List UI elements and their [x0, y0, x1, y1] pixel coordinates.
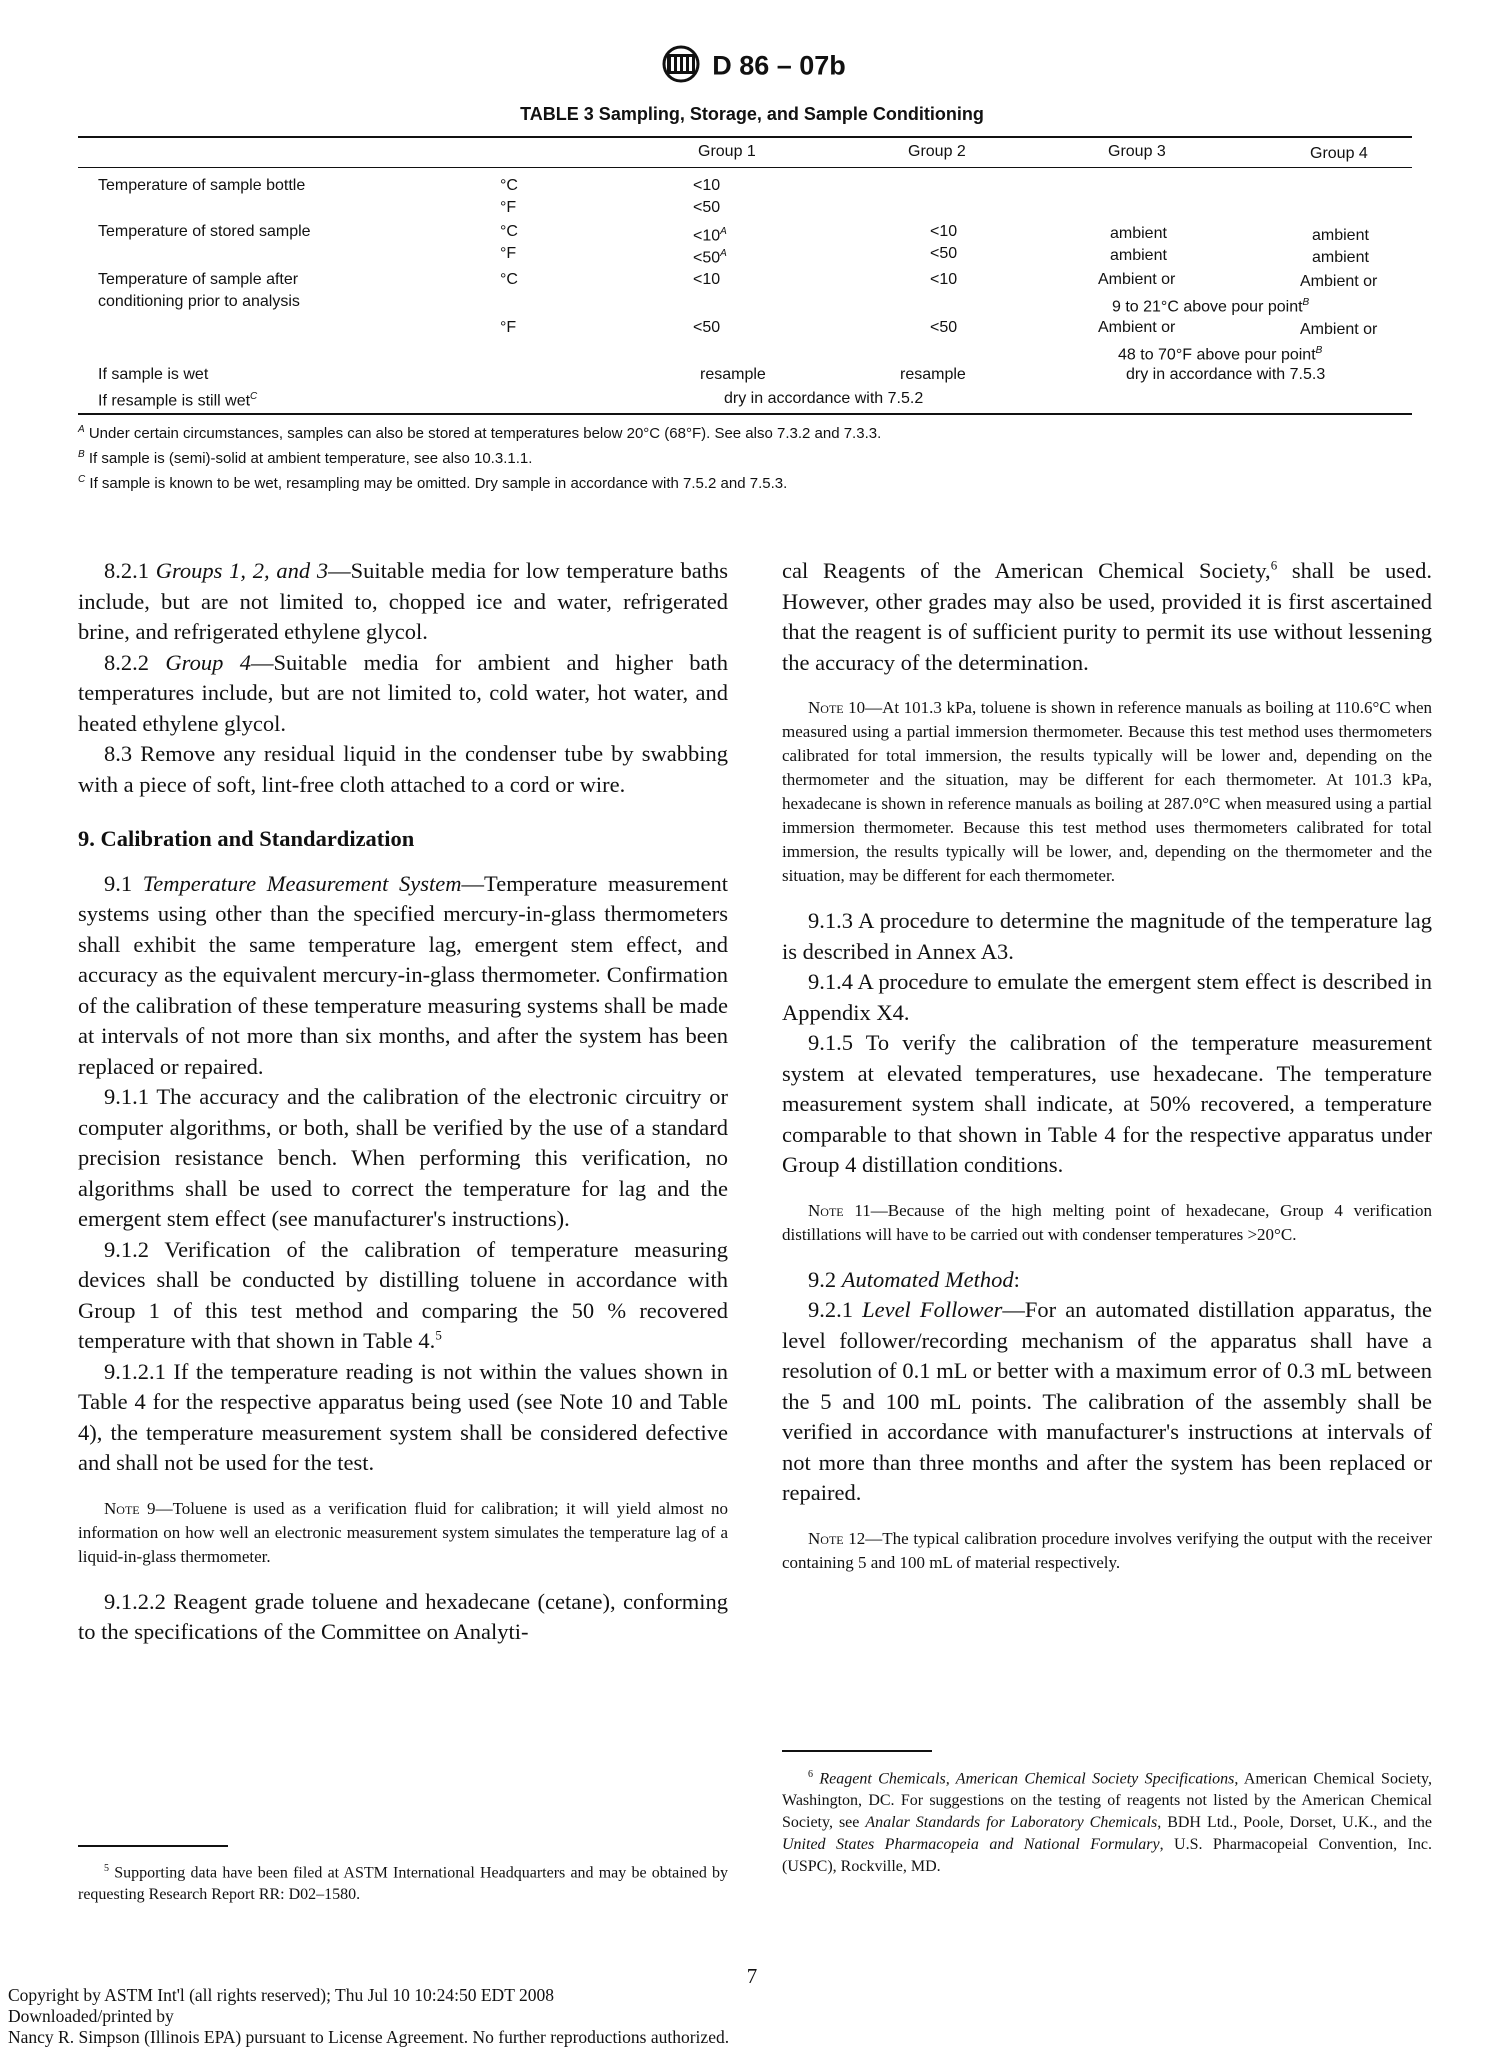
copyright-line: Downloaded/printed by: [8, 2006, 174, 2026]
table-cell: <10: [930, 271, 958, 288]
unit-cell: °C: [500, 271, 518, 288]
table-title: TABLE 3 Sampling, Storage, and Sample Conditioning: [520, 104, 984, 124]
table-cell: <50: [930, 319, 958, 336]
row-label: If resample is still wet$^C$: [98, 391, 258, 410]
paragraph-8-3: 8.3 Remove any residual liquid in the condenser tube by swabbing with a piece of soft, lint-free cloth attached to a cord or wire.: [78, 741, 728, 797]
note-10: Note 10—At 101.3 kPa, toluene is shown in reference manuals as boiling at 110.6°C when measured using a partial immersion thermometer. Because this test method uses thermometers calibrated for total immersion, the results typically will be lower and, depending on the thermometer and the situation, may be different for each thermometer. At 101.3 kPa, hexadecane is shown in reference manuals as boiling at 287.0°C when measured using a partial immersion thermometer. Because this test method uses thermometers calibrated for total immersion, the results typically will be lower, and, depending on the thermometer and the situation, may be different for each thermometer.: [782, 698, 1432, 885]
page-number: 7: [746, 1964, 758, 1988]
unit-cell: °F: [500, 245, 517, 262]
paragraph-9-1-2: 9.1.2 Verification of the calibration of temperature measuring devices shall be conducted by distilling toluene in accordance with Group 1 of this test method and comparing the 50 % recovered temperature with that shown in Table 4.$^5$: [78, 1236, 728, 1353]
unit-cell: °C: [500, 177, 518, 194]
unit-cell: °F: [500, 199, 517, 216]
table-cell: resample: [700, 366, 766, 383]
table-cell: Ambient or: [1098, 271, 1176, 288]
paragraph-9-1-3: 9.1.3 A procedure to determine the magnitude of the temperature lag is described in Annex A3.: [782, 908, 1432, 964]
copyright-line: Copyright by ASTM Int'l (all rights reserved); Thu Jul 10 10:24:50 EDT 2008: [8, 1985, 554, 2005]
document-header: [0, 44, 1504, 91]
paragraph-8-2-2: 8.2.2 Group 4—Suitable media for ambient and higher bath temperatures include, but are not limited to, cold water, hot water, and heated ethylene glycol.: [78, 649, 729, 736]
table-footnote: $^C$ If sample is known to be wet, resampling may be omitted. Dry sample in accordance with 7.5.2 and 7.5.3.: [78, 474, 788, 492]
table-cell: $<50^A$: [693, 248, 727, 267]
table-header-rule: [78, 167, 1412, 168]
note-11: Note 11—Because of the high melting point of hexadecane, Group 4 verification distillations will have to be carried out with condenser temperatures >20°C.: [782, 1200, 1432, 1244]
table-footnote: $^B$ If sample is (semi)-solid at ambient temperature, see also 10.3.1.1.: [78, 449, 533, 467]
paragraph-8-2-1: 8.2.1 Groups 1, 2, and 3—Suitable media for low temperature baths include, but are not limited to, chopped ice and water, refrigerated brine, and refrigerated ethylene glycol.: [78, 558, 728, 644]
table-cell: dry in accordance with 7.5.2: [724, 390, 924, 407]
table-cell: Ambient or: [1098, 319, 1176, 336]
copyright-notice: [8, 1985, 729, 2048]
row-label: Temperature of sample bottle: [98, 177, 306, 194]
column-header: Group 3: [1108, 143, 1166, 160]
table-cell: 48 to 70°F above pour point$^B$: [1118, 345, 1323, 364]
footnote-rule: [782, 1750, 932, 1752]
paragraph-9-1: 9.1 Temperature Measurement System—Temperature measurement systems using other than the specified mercury-in-glass thermometers shall exhibit the same temperature lag, emergent stem effect, and accuracy as the equivalent mercury-in-glass thermometer. Confirmation of the calibration of these temperature measuring systems shall be made at intervals of not more than six months, and after the system has been replaced or repaired.: [78, 870, 728, 1079]
paragraph-9-2: 9.2 Automated Method:: [808, 1266, 1020, 1292]
table-cell: ambient: [1312, 249, 1369, 266]
note-12: Note 12—The typical calibration procedure involves verifying the output with the receiver containing 5 and 100 mL of material respectively.: [782, 1528, 1432, 1572]
note-9: Note 9—Toluene is used as a verification fluid for calibration; it will yield almost no information on how well an electronic measurement system simulates the temperature lag of a liquid-in-glass thermometer.: [78, 1498, 728, 1566]
column-header: Group 2: [908, 143, 966, 160]
table-cell: Ambient or: [1300, 273, 1378, 290]
left-column: [78, 556, 728, 1648]
table-cell: 9 to 21°C above pour point$^B$: [1112, 297, 1310, 316]
table-cell: Ambient or: [1300, 321, 1378, 338]
unit-cell: °C: [500, 223, 518, 240]
footnote-6: $^6$ Reagent Chemicals, American Chemical Society Specifications, American Chemical Society, Washington, DC. For suggestions on the testing of reagents not listed by the American Chemical Society, see Analar Standards for Laboratory Chemicals, BDH Ltd., Poole, Dorset, U.K., and the United States Pharmacopeia and National Formulary, U.S. Pharmacopeial Convention, Inc. (USPC), Rockville, MD.: [782, 1769, 1433, 1876]
section-heading-9: 9. Calibration and Standardization: [78, 826, 415, 851]
table-top-rule: [78, 136, 1412, 138]
table-cell: ambient: [1312, 227, 1369, 244]
column-header: Group 4: [1310, 145, 1368, 162]
table-cell: <50: [930, 245, 958, 262]
table-cell: dry in accordance with 7.5.3: [1126, 366, 1326, 383]
footnote-rule: [78, 1845, 228, 1847]
table-cell: <10: [930, 223, 958, 240]
table-cell: ambient: [1110, 225, 1167, 242]
table-footnotes: [78, 419, 881, 494]
paragraph-9-1-4: 9.1.4 A procedure to emulate the emergent stem effect is described in Appendix X4.: [782, 969, 1432, 1025]
table-cell: <50: [693, 199, 721, 216]
table-cell: resample: [900, 366, 966, 383]
row-label: Temperature of sample after: [98, 271, 299, 288]
column-header: Group 1: [698, 143, 756, 160]
table-footnote: $^A$ Under certain circumstances, samples can also be stored at temperatures below 20°C (68°F). See also 7.3.2 and 7.3.3.: [78, 424, 882, 442]
row-label: If sample is wet: [98, 366, 209, 383]
table-cell: <50: [693, 319, 721, 336]
document-designation: D 86 – 07b: [712, 50, 846, 81]
paragraph-9-1-1: 9.1.1 The accuracy and the calibration of the electronic circuitry or computer algorithms, or both, shall be verified by the use of a standard precision resistance bench. When performing this verification, no algorithms shall be used to correct the temperature for lag and the emergent stem effect (see manufacturer's instructions).: [78, 1084, 728, 1231]
footnote-5: $^5$ Supporting data have been filed at ASTM International Headquarters and may be obtained by requesting Research Report RR: D02–1580.: [78, 1863, 729, 1904]
table-cell: <10: [693, 271, 721, 288]
row-label: conditioning prior to analysis: [98, 293, 300, 310]
row-label: Temperature of stored sample: [98, 223, 311, 240]
paragraph-9-1-2-1: 9.1.2.1 If the temperature reading is not within the values shown in Table 4 for the respective apparatus being used (see Note 10 and Table 4), the temperature measurement system shall be considered defective and shall not be used for the test.: [78, 1358, 728, 1475]
paragraph-9-2-1: 9.2.1 Level Follower—For an automated distillation apparatus, the level follower/recording mechanism of the apparatus shall have a resolution of 0.1 mL or better with a maximum error of 0.3 mL between the 5 and 100 mL points. The calibration of the assembly shall be verified in accordance with manufacturer's instructions at intervals of not more than three months and after the system has been replaced or repaired.: [782, 1297, 1433, 1505]
paragraph-9-1-5: 9.1.5 To verify the calibration of the temperature measurement system at elevated temperatures, use hexadecane. The temperature measurement system shall indicate, at 50% recovered, a temperature comparable to that shown in Table 4 for the respective apparatus under Group 4 distillation conditions.: [782, 1030, 1432, 1177]
table-cell: <10: [693, 177, 721, 194]
table-cell: ambient: [1110, 247, 1167, 264]
copyright-line: Nancy R. Simpson (Illinois EPA) pursuant to License Agreement. No further reproductions authorized.: [8, 2027, 730, 2047]
table-bottom-rule: [78, 413, 1412, 415]
paragraph-continued: cal Reagents of the American Chemical Society,$^6$ shall be used. However, other grades may also be used, provided it is first ascertained that the reagent is of sufficient purity to permit its use without lessening the accuracy of the determination.: [782, 557, 1432, 675]
table-cell: $<10^A$: [693, 226, 727, 245]
unit-cell: °F: [500, 319, 517, 336]
astm-logo-icon: [658, 44, 704, 91]
paragraph-9-1-2-2: 9.1.2.2 Reagent grade toluene and hexadecane (cetane), conforming to the specifications of the Committee on Analyti-: [78, 1588, 728, 1644]
right-column: [782, 556, 1432, 1593]
